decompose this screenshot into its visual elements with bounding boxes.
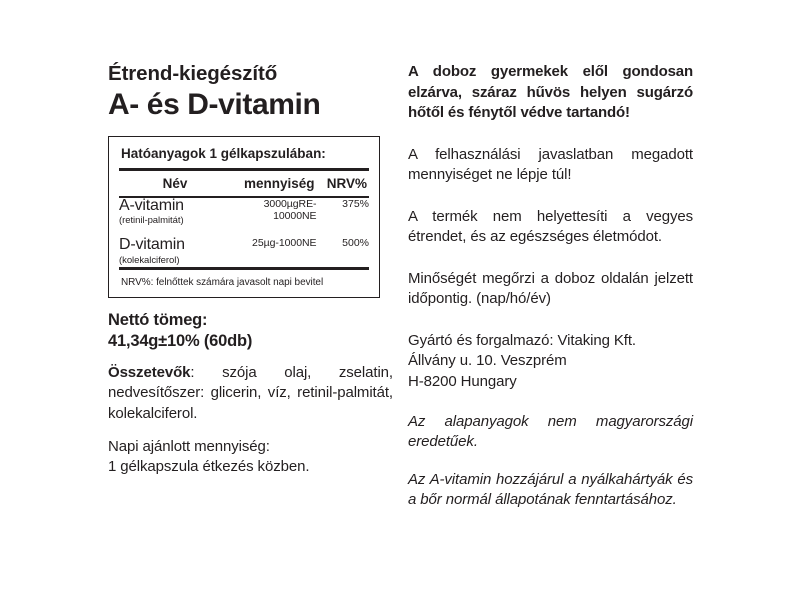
right-column <box>408 62 693 511</box>
table-row <box>119 198 369 228</box>
product-title: A- és D-vitamin <box>108 88 321 122</box>
column-header-amount: mennyiség <box>243 175 315 191</box>
table-row <box>119 237 369 267</box>
column-header-name: Név <box>162 175 188 191</box>
manufacturer-block <box>408 331 693 393</box>
net-weight-value: 41,34g±10% (60db) <box>108 332 253 351</box>
nutrient-amount: 25µg-1000NE <box>252 236 317 249</box>
storage-warning: A doboz gyermekek elől gondosan elzárva, száraz hűvös helyen sugárzó hőtől és fénytől védve tartandó! <box>408 63 693 122</box>
nutrient-source: (kolekalciferol) <box>119 254 180 266</box>
manufacturer-line-2: Állvány u. 10. Veszprém <box>408 352 567 370</box>
facts-title: Hatóanyagok 1 gélkapszulában: <box>121 145 326 161</box>
ingredients-block <box>108 363 393 424</box>
manufacturer-line-1: Gyártó és forgalmazó: Vitaking Kft. <box>408 331 636 349</box>
column-header-nrv: NRV% <box>326 175 367 191</box>
nutrient-nrv: 375% <box>342 197 369 210</box>
origin-notice: Az alapanyagok nem magyarországi eredetűek. <box>408 412 693 451</box>
nutrient-amount: 3000µgRE-10000NE <box>263 197 317 222</box>
supplement-facts-box <box>108 136 380 298</box>
ingredients-label: Összetevők <box>108 364 191 382</box>
net-weight-block <box>108 310 393 352</box>
diet-notice: A termék nem helyettesíti a vegyes étrendet, és az egészséges életmódot. <box>408 207 693 246</box>
nutrient-name-cell <box>119 237 229 267</box>
manufacturer-line-3: H-8200 Hungary <box>408 373 517 391</box>
dosage-value: 1 gélkapszula étkezés közben. <box>108 457 310 475</box>
supplement-category: Étrend-kiegészítő <box>108 62 278 85</box>
health-claim: Az A-vitamin hozzájárul a nyálkahártyák és a bőr normál állapotának fenntartásához. <box>408 470 693 509</box>
facts-table <box>119 171 369 196</box>
expiry-notice: Minőségét megőrzi a doboz oldalán jelzett időpontig. (nap/hó/év) <box>408 269 693 308</box>
dosage-block <box>108 437 393 477</box>
ingredients-text: : szója olaj, zselatin, nedvesítőszer: glicerin, víz, retinil-palmitát, kolekalciferol. <box>108 364 393 422</box>
facts-footnote: NRV%: felnőttek számára javasolt napi bevitel <box>121 276 324 288</box>
dosage-label: Napi ajánlott mennyiség: <box>108 437 270 455</box>
nutrient-nrv: 500% <box>342 236 369 249</box>
nutrient-name-cell <box>119 198 229 228</box>
spacer-cell <box>317 228 370 237</box>
dose-warning: A felhasználási javaslatban megadott mennyiséget ne lépje túl! <box>408 145 693 184</box>
nutrient-name: A-vitamin <box>119 196 184 214</box>
spacer-cell <box>229 228 317 237</box>
net-weight-label: Nettó tömeg: <box>108 310 208 329</box>
left-column <box>108 62 393 477</box>
facts-body-table <box>119 198 369 267</box>
facts-header-row <box>119 171 369 196</box>
nutrient-source: (retinil-palmitát) <box>119 215 184 227</box>
nutrient-name: D-vitamin <box>119 235 185 253</box>
